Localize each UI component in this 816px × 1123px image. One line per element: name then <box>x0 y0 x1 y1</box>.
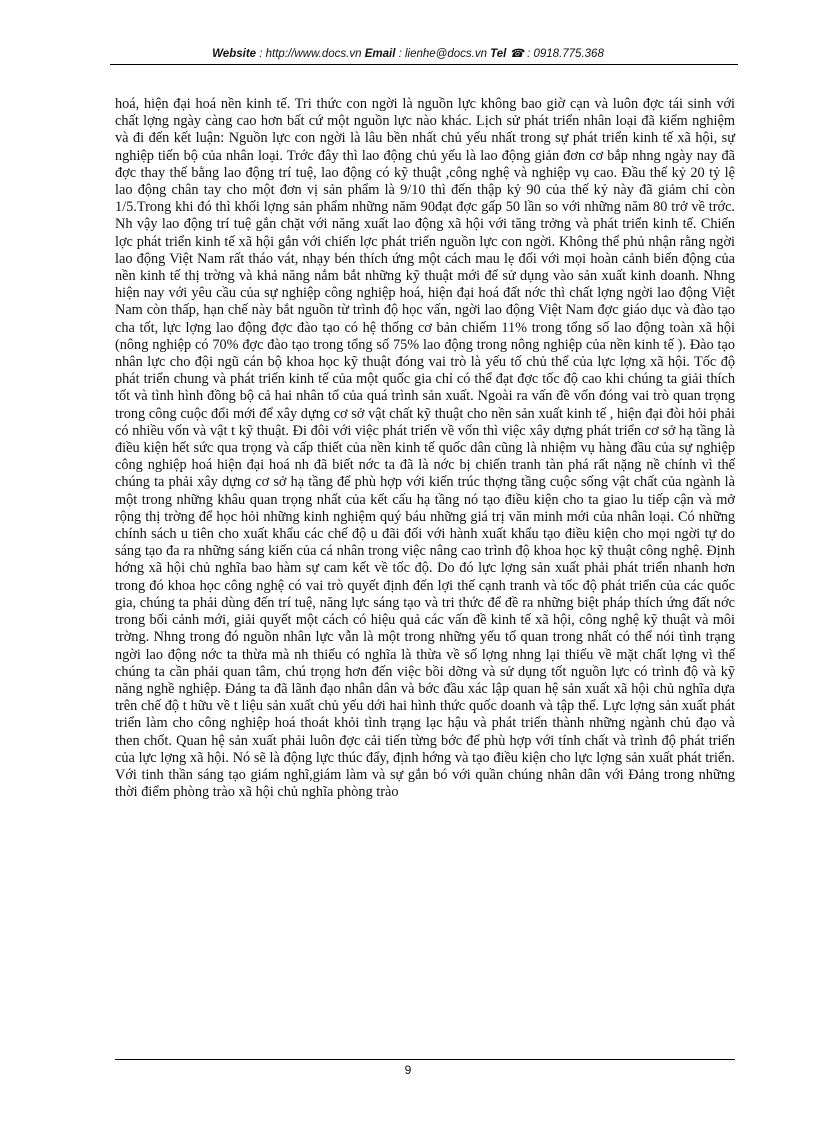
header-divider <box>110 64 738 65</box>
email-address: : lienhe@docs.vn <box>395 48 491 60</box>
phone-icon: ☎ <box>509 48 524 60</box>
page-header <box>0 46 816 60</box>
email-label: Email <box>364 48 396 60</box>
tel-label: Tel <box>490 48 507 60</box>
footer-divider <box>115 1059 735 1060</box>
body-paragraph: hoá, hiện đại hoá nền kinh tế. Tri thức con ngời là nguồn lực không bao giờ cạn và luôn đợc tái sinh với chất lợng ngày càng cao hơn bất cứ một nguồn lực nào khác. Lịch sử phát triển nhân loại đã kiểm nghiệm và đi đến kết luận: Nguồn lực con ngời là lâu bền nhất chủ yếu nhất trong sự phát triển kinh tế xã hội, sự nghiệp tiến bộ của nhân loại. Trớc đây thì lao động chủ yếu là lao động giản đơn cơ bắp nhng ngày nay đã đợc thay thế bằng lao động trí tuệ, lao động có kỹ thuật ,công nghệ và nghiệp vụ cao. Đầu thế kỷ 20 tỷ lệ lao động chân tay cho một đơn vị sản phẩm là 9/10 thì đến thập kỷ 90 của thế kỷ này đã giảm chỉ còn 1/5.Trong khi đó thì khối lợng sản phẩm những năm 90đạt đợc gấp 50 lần so với những năm 80 trở về trớc. Nh vậy lao động trí tuệ gắn chặt với năng xuất lao động xã hội với tăng trởng và phát triển kinh tế. Chiến lợc phát triển kinh tế xã hội gắn với chiến lợc phát triển nguồn lực con ngời. Không thể phủ nhận rằng ngời lao động Việt Nam rất tháo vát, nhạy bén thích ứng một cách mau lẹ đối với mọi hoàn cảnh biến động của nền kinh tế thị trờng và khả năng nắm bắt những kỹ thuật mới để sử dụng vào sản xuất kinh doanh. Nhng hiện nay với yêu cầu của sự nghiệp công nghiệp hoá, hiện đại hoá đất nớc thì chất lợng ngời lao động Việt Nam còn thấp, hạn chế này bắt nguồn từ trình độ học vấn, ngời lao động Việt Nam đợc giáo dục và đào tạo cha tốt, lực lợng lao động đợc đào tạo có hệ thống cơ bản chiếm 11% trong tổng số lao động toàn xã hội (nông nghiệp có 70% đợc đào tạo trong tổng số 75% lao động trong nông nghiệp của nền kinh tế ). Đào tạo nhân lực cho đội ngũ cán bộ khoa học kỹ thuật đóng vai trò là yếu tố chủ thể của lực lợng xã hội. Tốc độ phát triển chung và phát triển kinh tế của một quốc gia chỉ có thể đạt đợc tốc độ cao khi chúng ta giải thích tốt và tình hình đồng bộ cả hai nhân tố của quá trình sản xuất. Ngoài ra vấn đề vốn đóng vai trò quan trọng trong công cuộc đổi mới để xây dựng cơ sở vật chất kỹ thuật cho nền sản xuất kinh tế , hiện đại đòi hỏi phải có nhiều vốn và vật t kỹ thuật. Đi đôi với việc phát triển về vốn thì việc xây dựng phát triển cơ sở hạ tầng là điều kiện hết sức qua trọng và cấp thiết của nền kinh tế quốc dân cũng là nhiệm vụ hàng đầu của sự nghiệp công nghiệp hoá hiện đại hoá nh đã biết nớc ta đã là nớc bị chiến tranh tàn phá rất nặng nề chính vì thế chúng ta phải xây dựng cơ sở hạ tầng để phù hợp với kiến trúc thợng tầng cuộc sống vật chất của ngành là một trong những khâu quan trọng nhất của kết cấu hạ tầng nó tạo điều kiện cho ta giao lu tiếp cận và mở rộng thị trờng để học hỏi những kinh nghiệm quý báu những giá trị văn minh mới của nhân loại. Có những chính sách u tiên cho xuất khẩu các chế độ u đãi đối với hành xuất khẩu tạo điều kiện cho mọi ngời tự do sáng tạo đa ra những sáng kiến của cá nhân trong việc nâng cao trình độ khoa học kỹ thuật công nghệ. Định hớng xã hội chủ nghĩa bao hàm sự cam kết về tốc độ. Do đó lực lợng sản xuất phải phát triển nhanh hơn trong đó khoa học công nghệ có vai trò quyết định đến lợi thế cạnh tranh và tốc độ phát triển của các quốc gia, chúng ta phải dùng đến trí tuệ, năng lực sáng tạo và tri thức để đề ra những biệt pháp thích ứng đất nớc trong bối cảnh mới, giải quyết một cách có hiệu quả các vấn đề kinh tế xã hội, công nghệ kỹ thuật và môi trờng. Nhng trong đó nguồn nhân lực vẫn là một trong những yếu tố quan trong nhất có thể nói tình trạng ngời lao động nớc ta thừa mà nh thiếu có nghĩa là thừa về số lợng nhng lại thiếu về mặt chất lợng vì thế chúng ta cần phải quan tâm, chú trọng hơn đến việc bồi dỡng và sử dụng tốt nguồn lực có trình độ và kỹ năng nghề nghiệp. Đảng ta đã lãnh đạo nhân dân và bớc đầu xác lập quan hệ sản xuất xã hội chủ nghĩa dựa trên chế độ t hữu về t liệu sản xuất chủ yếu dới hai hình thức quốc doanh và tập thể. Lực lợng sản xuất phát triển làm cho công nghiệp hoá thoát khỏi tình trạng lạc hậu và phát triển thành những ngành chủ đạo và then chốt. Quan hệ sản xuất phải luôn đợc cải tiến từng bớc để phù hợp với tính chất và trình độ phát triển của lực lợng xã hội. Nó sẽ là động lực thúc đẩy, định hớng và tạo điều kiện cho lực lợng sản xuất phát triển. Với tinh thần sáng tạo giám nghĩ,giám làm và sự gắn bó với quần chúng nhân dân với Đảng trong những thời điểm phòng trào xã hội chủ nghĩa phòng trào <box>115 96 735 801</box>
page-number: 9 <box>404 1063 412 1077</box>
tel-number: : 0918.775.368 <box>523 48 604 60</box>
website-url: : http://www.docs.vn <box>256 48 365 60</box>
website-label: Website <box>212 48 257 60</box>
